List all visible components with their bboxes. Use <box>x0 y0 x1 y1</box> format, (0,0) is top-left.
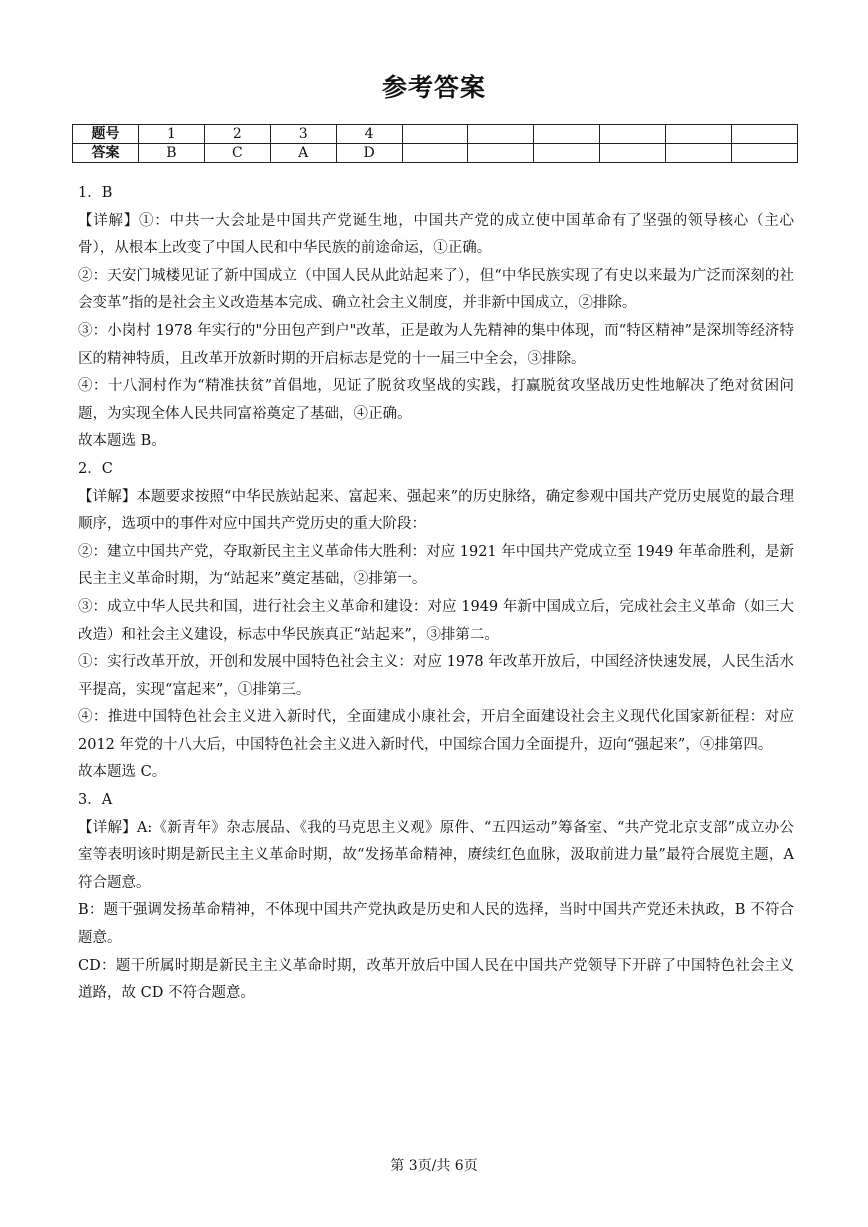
question-number-cell: 1 <box>139 125 205 144</box>
question-3-explanation-a: 【详解】A:《新青年》杂志展品、《我的马克思主义观》原件、“五四运动”筹备室、“共产党北京支部”成立办公室等表明该时期是新民主主义革命时期，故“发扬革命精神，赓续红色血脉，汲取前进力量”最符合展览主题，A 符合题意。 <box>78 819 794 891</box>
answer-cell <box>468 144 534 163</box>
answer-table <box>72 124 798 163</box>
answer-cell: A <box>270 144 336 163</box>
question-number-cell: 2 <box>204 125 270 144</box>
answer-cell <box>534 144 600 163</box>
question-2-conclusion: 故本题选 C。 <box>78 764 167 781</box>
question-1-explanation-1: 【详解】①：中共一大会址是中国共产党诞生地，中国共产党的成立使中国革命有了坚强的领导核心（主心骨），从根本上改变了中国人民和中华民族的前途命运，①正确。 <box>78 212 794 257</box>
question-number-cell: 4 <box>336 125 402 144</box>
answer-cell <box>732 144 798 163</box>
question-3-answer: 3．A <box>78 792 113 809</box>
question-number-cell <box>402 125 468 144</box>
question-1-explanation-4: ④：十八洞村作为“精准扶贫”首倡地，见证了脱贫攻坚战的实践，打赢脱贫攻坚战历史性地解决了绝对贫困问题，为实现全体人民共同富裕奠定了基础，④正确。 <box>78 378 794 422</box>
question-number-cell <box>600 125 666 144</box>
question-3-explanation-b: B：题干强调发扬革命精神，不体现中国共产党执政是历史和人民的选择，当时中国共产党还未执政，B 不符合题意。 <box>78 902 794 947</box>
question-3-explanation-cd: CD：题干所属时期是新民主主义革命时期，改革开放后中国人民在中国共产党领导下开辟了中国特色社会主义道路，故 CD 不符合题意。 <box>78 957 794 1002</box>
answer-table-number-row <box>73 125 798 144</box>
row-label-number: 题号 <box>73 125 139 144</box>
question-1-explanation-2: ②：天安门城楼见证了新中国成立（中国人民从此站起来了），但“中华民族实现了有史以来最为广泛而深刻的社会变革”指的是社会主义改造基本完成、确立社会主义制度，并非新中国成立，②排除。 <box>78 267 794 312</box>
question-2-answer: 2．C <box>78 460 113 477</box>
question-2-explanation-2: ③：成立中华人民共和国，进行社会主义革命和建设：对应 1949 年新中国成立后，完成社会主义革命（如三大改造）和社会主义建设，标志中华民族真正“站起来”，③排第二。 <box>78 598 794 643</box>
page-footer: 第 3页/共 6页 <box>390 1158 478 1174</box>
answer-cell <box>402 144 468 163</box>
question-number-cell <box>534 125 600 144</box>
question-number-cell <box>732 125 798 144</box>
answer-table-answer-row <box>73 144 798 163</box>
question-number-cell: 3 <box>270 125 336 144</box>
answer-cell: D <box>336 144 402 163</box>
question-1-conclusion: 故本题选 B。 <box>78 433 166 450</box>
answer-cell: C <box>204 144 270 163</box>
row-label-answer: 答案 <box>73 144 139 163</box>
page-title: 参考答案 <box>381 73 486 102</box>
answer-cell: B <box>139 144 205 163</box>
question-2-explanation-3: ①：实行改革开放，开创和发展中国特色社会主义：对应 1978 年改革开放后，中国经济快速发展，人民生活水平提高，实现“富起来”，①排第三。 <box>78 654 794 698</box>
answer-explanations <box>78 180 794 1008</box>
question-2-explanation-4: ④：推进中国特色社会主义进入新时代，全面建成小康社会，开启全面建设社会主义现代化国家新征程：对应 2012 年党的十八大后，中国特色社会主义进入新时代，中国综合国力全面提升，迈向“强起来”，④排第四。 <box>78 709 794 753</box>
question-1-answer: 1．B <box>78 185 113 201</box>
answer-cell <box>666 144 732 163</box>
question-2-explanation-1: ②：建立中国共产党，夺取新民主主义革命伟大胜利：对应 1921 年中国共产党成立至 1949 年革命胜利，是新民主主义革命时期，为“站起来”奠定基础，②排第一。 <box>78 543 794 588</box>
question-number-cell <box>666 125 732 144</box>
answer-cell <box>600 144 666 163</box>
question-2-explanation-intro: 【详解】本题要求按照“中华民族站起来、富起来、强起来”的历史脉络，确定参观中国共产党历史展览的最合理顺序，选项中的事件对应中国共产党历史的重大阶段： <box>78 488 794 533</box>
question-1-explanation-3: ③：小岗村 1978 年实行的"分田包产到户"改革，正是敢为人先精神的集中体现，而“特区精神”是深圳等经济特区的精神特质，且改革开放新时期的开启标志是党的十一届三中全会，③排除。 <box>78 322 794 367</box>
question-number-cell <box>468 125 534 144</box>
